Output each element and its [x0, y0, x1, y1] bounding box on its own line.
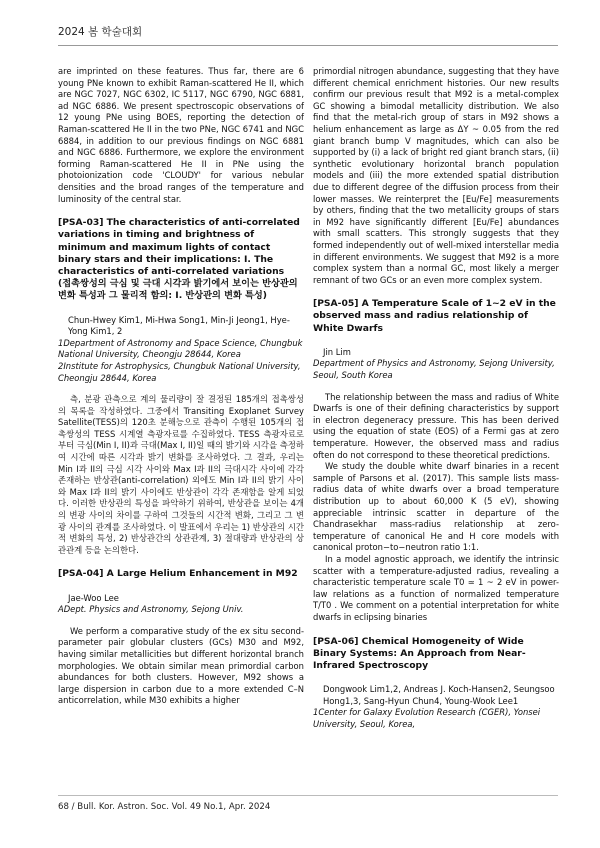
- page-footer: 68 / Bull. Kor. Astron. Soc. Vol. 49 No.1, Apr. 2024: [58, 802, 271, 812]
- psa05-paragraph-2: We study the double white dwarf binaries in a recent sample of Parsons et al. (2017). This sample lists mass-radius data of white dwarfs over a broad temperature distribution up to about 60,000 K (5 eV), showing appreciable intrinsic scatter in departure of the Chandrasekhar mass-radius relationship at zero-temperature of canonical He and H core models with canonical proton−to−neutron ratio 1:1.: [313, 461, 559, 553]
- psa03-authors: Chun-Hwey Kim1, Mi-Hwa Song1, Min-Ji Jeong1, Hye-Yong Kim1, 2: [68, 314, 290, 337]
- psa05-paragraph-3: In a model agnostic approach, we identify the intrinsic scatter with a temperature-adjusted radius, revealing a characteristic temperature scale T0 ≃ 1 ~ 2 eV in power-law relations as a function of normalized temperature T/T0 . We comment on a potential interpretation for white dwarfs in eclipsing binaries: [313, 553, 559, 622]
- psa03-abstract: 측, 분광 관측으로 계의 물리량이 잘 결정된 185개의 접촉쌍성의 목록을 작성하였다. 그중에서 Transiting Exoplanet Survey Satellite(TESS)의 120초 분해능으로 관측이 수행된 105개의 접촉쌍성의 TESS 시계열 측광자료를 수집하였다. TESS 측광자료로부터 극심(Min I, II)과 극대(Max I, II)일 때의 밝기와 시각을 측정하여 시간에 따른 시각과 밝기 변화를 조사하였다. 그 결과, 우리는 Min I과 II의 극심 시각 사이와 Max I과 II의 극대시각 사이에 각각 존재하는 반상관(anti-correlation) 외에도 Min I과 II의 밝기 사이와 Max I과 II의 밝기 사이에도 반상관이 각각 존재함을 알게 되었다. 이러한 반상관의 특성을 파악하기 위하여, 반상관을 보이는 4개의 변광 사이의 차이를 구하여 그것들의 시간적 변화, 그리고 그 변광 사이의 관계를 조사하였다. 이 발표에서 우리는 1) 반상관의 시간적 변화의 특성, 2) 반상관간의 상관관계, 3) 절대량과 반상관의 상관관계 등을 논의한다.: [58, 394, 304, 555]
- psa03-affiliation-2: 2Institute for Astrophysics, Chungbuk National University, Cheongju 28644, Korea: [58, 360, 301, 383]
- psa03-title-korean: (접촉쌍성의 극심 및 극대 시각과 밝기에서 보이는 반상관의 변화 특성과 그 물리적 함의: I. 반상관의 변화 특성): [58, 278, 298, 302]
- psa06-title: [PSA-06] Chemical Homogeneity of Wide Binary Systems: An Approach from Near-Infrared Spectroscopy: [313, 635, 526, 671]
- psa05-paragraph-1: The relationship between the mass and radius of White Dwarfs is one of their defining characteristics by support in electron degeneracy pressure. This has been derived using the equation of state (EOS) of a Fermi gas at zero temperature. However, the observed mass and radius often do not correspond to these theoretical predictions.: [313, 391, 559, 460]
- psa04-abstract: We perform a comparative study of the ex situ second-parameter pair globular clusters (GCs) M30 and M92, having similar metallicities but different horizontal branch morphologies. We obtain similar mean primordial carbon abundances for both clusters. However, M92 shows a large dispersion in carbon due to a more extended C–N anticorrelation, while M30 exhibits a higher: [58, 625, 304, 706]
- psa03-title: [PSA-03] The characteristics of anti-correlated variations in timing and brightness of minimum and maximum lights of contact binary stars and their implications: I. The characteristics of anti-correlated variations: [58, 217, 300, 277]
- psa05-author: Jin Lim: [323, 346, 351, 357]
- footer-rule: [58, 795, 558, 796]
- psa05-title: [PSA-05] A Temperature Scale of 1~2 eV in the observed mass and radius relationship of White Dwarfs: [313, 298, 556, 334]
- psa05-affiliation: Department of Physics and Astronomy, Sejong University, Seoul, South Korea: [313, 358, 555, 381]
- right-column: [313, 66, 559, 731]
- psa03-affiliation-1: 1Department of Astronomy and Space Science, Chungbuk National University, Cheongju 28644, Korea: [58, 337, 303, 360]
- psa04-continuation: primordial nitrogen abundance, suggesting that they have different chemical enrichment histories. Our new results confirm our previous result that M92 is a metal-complex GC showing a bimodal metallicity distribution. We also find that the metal-rich group of stars in M92 shows a helium enhancement as large as ΔY ~ 0.05 from the red giant branch bump V magnitudes, which can also be supported by (i) a lack of bright red giant branch stars, (ii) synthetic evolutionary horizontal branch population models and (iii) the more extended spatial distribution due to different degree of the diffusion process from their lower masses. We reinterpret the [Eu/Fe] measurements by others, finding that the two metallicity groups of stars in M92 have significantly different [Eu/Fe] abundances with small scatters. This strongly suggests that they formed independently out of well-mixed interstellar media in different environments. We suggest that M92 is a more complex system than a normal GC, most likely a merger remnant of two GCs or an even more complex system.: [313, 66, 559, 285]
- psa06-affiliation: 1Center for Galaxy Evolution Research (CGER), Yonsei University, Seoul, Korea,: [313, 707, 541, 729]
- running-header: 2024 봄 학술대회: [58, 26, 143, 38]
- psa04-author: Jae-Woo Lee: [68, 592, 119, 603]
- psa04-title: [PSA-04] A Large Helium Enhancement in M92: [58, 568, 298, 580]
- header-rule: [58, 45, 558, 46]
- psa06-authors: Dongwook Lim1,2, Andreas J. Koch-Hansen2, Seungsoo Hong1,3, Sang-Hyun Chun4, Young-Wook Lee1: [323, 684, 555, 706]
- left-column: [58, 66, 304, 707]
- psa04-affiliation: ADept. Physics and Astronomy, Sejong Univ.: [58, 604, 244, 615]
- intro-paragraph: are imprinted on these features. Thus far, there are 6 young PNe known to exhibit Raman-scattered He II, which are NGC 7027, NGC 6302, IC 5117, NGC 6790, NGC 6881, ad NGC 6886. We present spectroscopic observations of 12 young PNe using BOES, reporting the detection of Raman-scattered He II in the two PNe, NGC 6741 and NGC 6884, in addition to our previous findings on NGC 6881 and NGC 6886. Furthermore, we explore the environment forming Raman-scattered He II in PNe using the photoionization code 'CLOUDY' for various nebular densities and the broad ranges of the temperature and luminosity of the central star.: [58, 66, 304, 204]
